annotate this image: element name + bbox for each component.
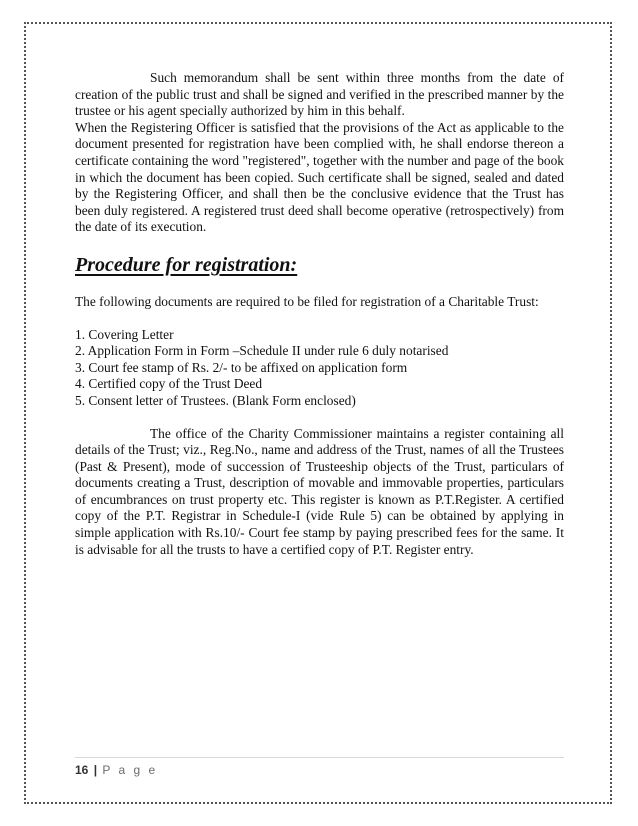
paragraph-memorandum: Such memorandum shall be sent within three months from the date of creation of the public trust and shall be signed and verified in the prescribed manner by the trustee or his agent specially authorized by him in this behalf. — [75, 70, 564, 119]
page-number: 16 — [75, 763, 89, 777]
documents-list — [75, 327, 564, 410]
list-item: 2. Application Form in Form –Schedule II under rule 6 duly notarised — [75, 343, 449, 359]
list-item: 3. Court fee stamp of Rs. 2/- to be affixed on application form — [75, 359, 408, 375]
section-heading: Procedure for registration: — [75, 253, 298, 276]
list-item: 5. Consent letter of Trustees. (Blank Form enclosed) — [75, 392, 356, 408]
footer-separator: | — [93, 763, 98, 777]
page-footer — [75, 757, 564, 777]
paragraph-registering-officer: When the Registering Officer is satisfied that the provisions of the Act as applicable to the document presented for registration have been complied with, he shall endorse thereon a certificate containing the word "registered", together with the number and page of the book in which the document has been copied. Such certificate shall be signed, sealed and dated by the Registering Officer, and shall then be the conclusive evidence that the Trust has been duly registered. A registered trust deed shall become operative (retrospectively) from the date of its execution. — [75, 119, 564, 235]
list-item: 4. Certified copy of the Trust Deed — [75, 376, 263, 392]
paragraph-pt-register: The office of the Charity Commissioner maintains a register containing all details of the Trust; viz., Reg.No., name and address of the Trust, names of all the Trustees (Past & Present), mode of succession of Trusteeship objects of the Trust, particulars of documents creating a Trust, description of movable and immovable properties, particulars of encumbrances on trust property etc. This register is known as P.T.Register. A certified copy of the P.T. Registrar in Schedule-I (vide Rule 5) can be obtained by applying in simple application with Rs.10/- Court fee stamp by paying prescribed fees for the same. It is advisable for all the trusts to have a certified copy of P.T. Register entry. — [75, 425, 564, 557]
document-body — [75, 70, 564, 558]
page-label: P a g e — [102, 763, 158, 777]
list-item: 1. Covering Letter — [75, 326, 174, 342]
paragraph-documents-required: The following documents are required to be filed for registration of a Charitable Trust: — [75, 293, 539, 309]
